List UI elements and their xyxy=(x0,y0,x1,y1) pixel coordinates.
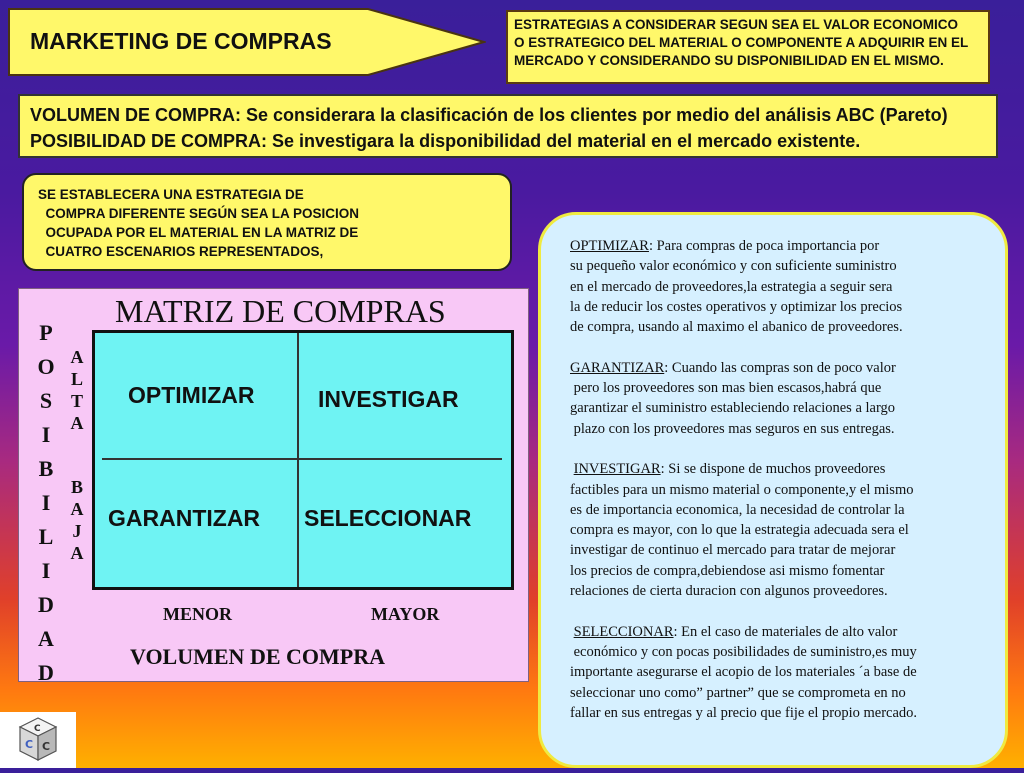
callout-line: COMPRA DIFERENTE SEGÚN SEA LA POSICION xyxy=(38,206,360,221)
volume-definition-line: VOLUMEN DE COMPRA: Se considerara la clasificación de los clientes por medio del análisis ABC (Pareto) xyxy=(30,105,948,125)
strategy-note-line: O ESTRATEGICO DEL MATERIAL O COMPONENTE A ADQUIRIR EN EL xyxy=(514,35,969,50)
explanation-line: la de reducir los costes operativos y optimizar los precios xyxy=(570,298,903,315)
strategy-note-line: ESTRATEGIAS A CONSIDERAR SEGUN SEA EL VALOR ECONOMICO xyxy=(514,17,959,32)
logo xyxy=(0,712,76,768)
explanation-line-text: : Si se dispone de muchos proveedores xyxy=(660,461,886,478)
explanation-investigar xyxy=(570,459,1002,601)
explanation-line: pero los proveedores son mas bien escasos,habrá que xyxy=(570,380,882,397)
strategy-callout xyxy=(22,173,512,271)
svg-text:C: C xyxy=(25,738,34,751)
explanation-optimizar xyxy=(570,236,1002,337)
explanation-line: los precios de compra,debiendose asi mismo fomentar xyxy=(570,562,885,579)
term-garantizar: GARANTIZAR xyxy=(570,359,665,376)
quadrant-optimizar: OPTIMIZAR xyxy=(128,382,255,408)
svg-text:C: C xyxy=(42,740,51,753)
baja-letter: J xyxy=(72,521,82,541)
cube-logo-icon xyxy=(0,712,76,768)
explanation-line: relaciones de cierta duracion con algunos proveedores. xyxy=(570,583,888,600)
callout-line: CUATRO ESCENARIOS REPRESENTADOS, xyxy=(38,244,324,259)
term-investigar: INVESTIGAR xyxy=(573,461,661,478)
alta-letter: L xyxy=(70,369,83,389)
explanation-line: en el mercado de proveedores,la estrategia a seguir sera xyxy=(570,278,893,295)
page-title: MARKETING DE COMPRAS xyxy=(30,28,332,54)
explanation-line xyxy=(570,236,1002,256)
quadrant-seleccionar: SELECCIONAR xyxy=(304,505,472,531)
explanation-line xyxy=(570,622,1002,642)
callout-line: SE ESTABLECERA UNA ESTRATEGIA DE xyxy=(38,187,304,202)
explanation-seleccionar xyxy=(570,622,1002,723)
x-axis-title: VOLUMEN DE COMPRA xyxy=(130,644,385,669)
strategy-note-line: MERCADO Y CONSIDERANDO SU DISPONIBILIDAD EN EL MISMO. xyxy=(514,53,944,68)
explanation-line: garantizar el suministro estableciendo relaciones a largo xyxy=(570,400,896,417)
explanation-line: plazo con los proveedores mas seguros en sus entregas. xyxy=(570,420,895,437)
explanation-line-text: : En el caso de materiales de alto valor xyxy=(673,623,898,640)
svg-text:C: C xyxy=(34,724,41,734)
y-axis-letter: D xyxy=(38,592,54,617)
x-axis-low-label: MENOR xyxy=(163,604,232,624)
explanation-line-text: : Cuando las compras son de poco valor xyxy=(664,359,896,376)
quadrant-investigar: INVESTIGAR xyxy=(318,386,459,412)
alta-letter: T xyxy=(70,391,83,411)
volume-definition-box xyxy=(18,94,998,158)
baja-letter: B xyxy=(70,477,83,497)
y-axis-high-label xyxy=(66,346,88,434)
term-optimizar: OPTIMIZAR xyxy=(570,238,649,254)
explanation-line: es de importancia economica, la necesidad de controlar la xyxy=(570,501,905,518)
y-axis-letter: I xyxy=(41,490,51,515)
y-axis-low-label xyxy=(66,476,88,564)
y-axis-letter: P xyxy=(39,320,53,345)
y-axis-letter: I xyxy=(41,422,51,447)
term-seleccionar: SELECCIONAR xyxy=(573,623,674,640)
baja-letter: A xyxy=(70,543,84,563)
grid-horizontal-divider xyxy=(102,458,502,460)
y-axis-letter: D xyxy=(38,660,54,685)
explanation-text xyxy=(570,236,1002,743)
grid-vertical-divider xyxy=(297,333,299,587)
matrix-grid xyxy=(92,330,514,590)
possibility-definition-line: POSIBILIDAD DE COMPRA: Se investigara la disponibilidad del material en el mercado existente. xyxy=(30,131,861,151)
explanation-line xyxy=(570,459,1002,479)
explanation-line: su pequeño valor económico y con suficiente suministro xyxy=(570,258,897,275)
matrix-title: MATRIZ DE COMPRAS xyxy=(115,293,446,329)
explanation-line: investigar de continuo el mercado para tratar de mejorar xyxy=(570,542,896,559)
x-axis-high-label: MAYOR xyxy=(371,604,440,624)
quadrant-garantizar: GARANTIZAR xyxy=(108,505,261,531)
alta-letter: A xyxy=(70,413,84,433)
explanation-line: factibles para un mismo material o componente,y el mismo xyxy=(570,481,914,498)
y-axis-letter: A xyxy=(38,626,54,651)
y-axis-label xyxy=(30,316,62,690)
strategy-note xyxy=(506,10,990,84)
y-axis-letter: I xyxy=(41,558,51,583)
explanation-garantizar xyxy=(570,358,1002,439)
explanation-line: de compra, usando al maximo el abanico de proveedores. xyxy=(570,319,903,336)
y-axis-letter: L xyxy=(38,524,54,549)
baja-letter: A xyxy=(70,499,84,519)
alta-letter: A xyxy=(70,347,84,367)
explanation-line xyxy=(570,358,1002,378)
explanation-line-text: : Para compras de poca importancia por xyxy=(648,238,880,254)
explanation-line: fallar en sus entregas y al precio que fije el propio mercado. xyxy=(570,704,918,721)
explanation-line: económico y con pocas posibilidades de suministro,es muy xyxy=(570,643,917,660)
y-axis-letter: S xyxy=(39,388,53,413)
explanation-line: seleccionar uno como” partner” que se comprometa en no xyxy=(570,684,906,701)
explanation-line: compra es mayor, con lo que la estrategia adecuada sera el xyxy=(570,522,909,539)
explanation-line: importante asegurarse el acopio de los materiales ´a base de xyxy=(570,664,917,681)
y-axis-letter: O xyxy=(37,354,55,379)
y-axis-letter: B xyxy=(38,456,54,481)
callout-line: OCUPADA POR EL MATERIAL EN LA MATRIZ DE xyxy=(38,225,359,240)
